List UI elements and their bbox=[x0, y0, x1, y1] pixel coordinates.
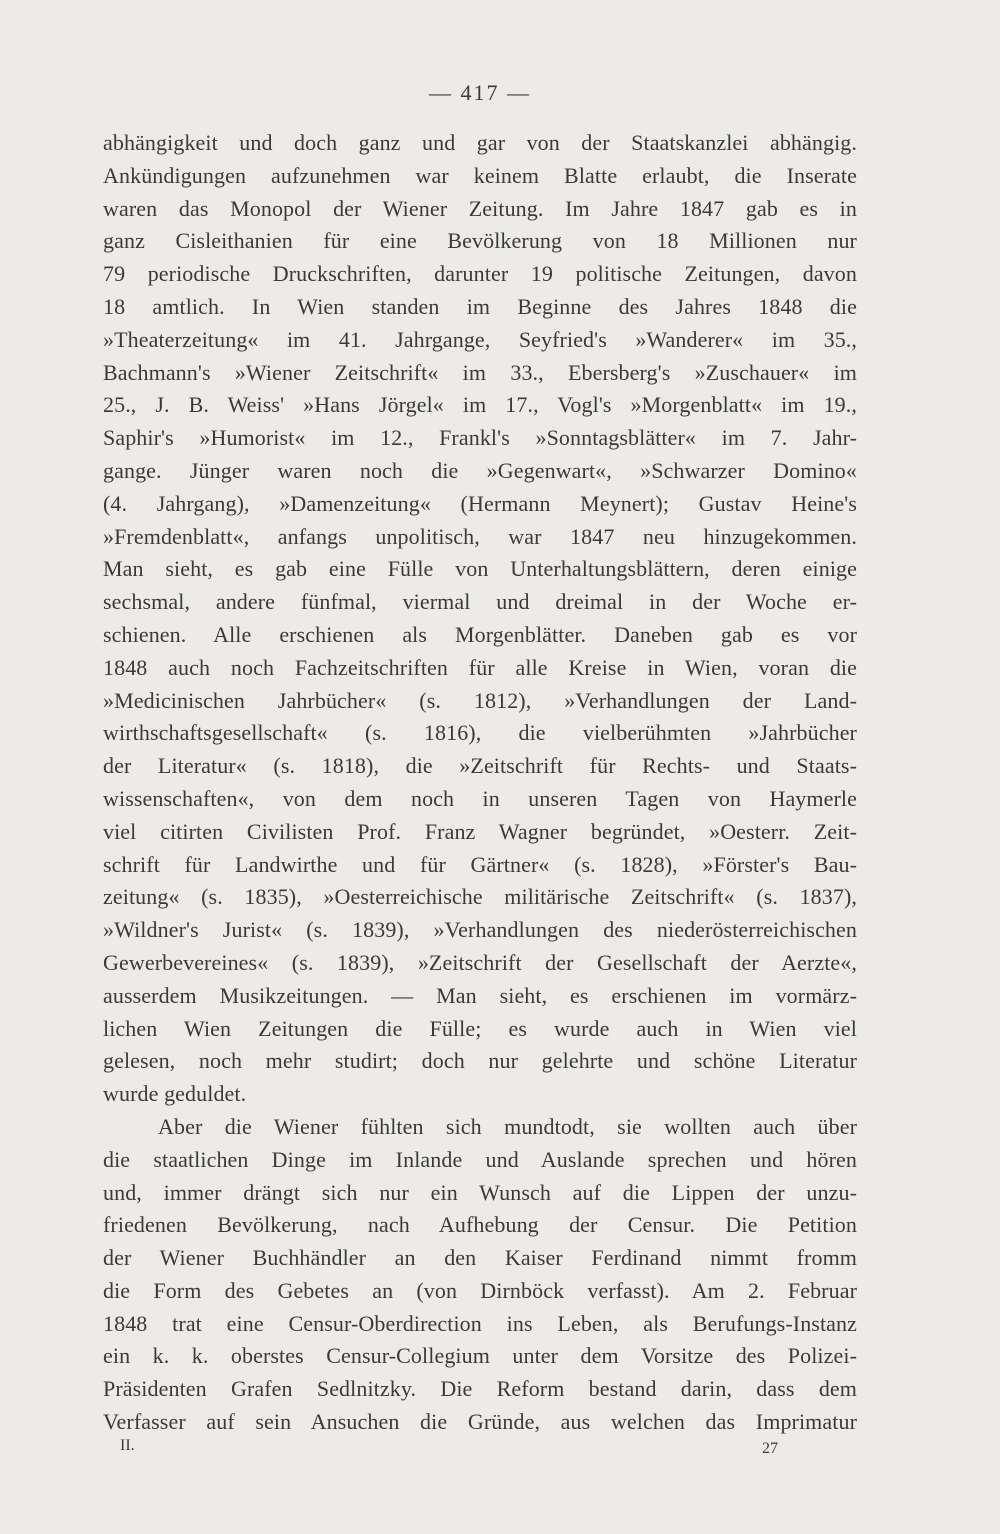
text-line: waren das Monopol der Wiener Zeitung. Im Jahre 1847 gab es in bbox=[103, 195, 857, 221]
signature-mark-left: II. bbox=[120, 1437, 135, 1454]
text-line: schrift für Landwirthe und für Gärtner« (s. 1828), »Förster's Bau- bbox=[103, 851, 857, 877]
text-line: 25., J. B. Weiss' »Hans Jörgel« im 17., Vogl's »Morgenblatt« im 19., bbox=[103, 392, 857, 418]
text-line: gelesen, noch mehr studirt; doch nur gelehrte und schöne Literatur bbox=[103, 1048, 857, 1074]
text-line: wissenschaften«, von dem noch in unseren Tagen von Haymerle bbox=[103, 785, 857, 811]
text-line: der Literatur« (s. 1818), die »Zeitschrift für Rechts- und Staats- bbox=[103, 753, 857, 779]
page-number: — 417 — bbox=[429, 80, 531, 105]
signature-mark-right: 27 bbox=[762, 1440, 778, 1457]
text-line: zeitung« (s. 1835), »Oesterreichische militärische Zeitschrift« (s. 1837), bbox=[103, 884, 857, 910]
text-line: schienen. Alle erschienen als Morgenblätter. Daneben gab es vor bbox=[103, 621, 857, 647]
text-line: die Form des Gebetes an (von Dirnböck verfasst). Am 2. Februar bbox=[103, 1277, 857, 1303]
text-line: friedenen Bevölkerung, nach Aufhebung der Censur. Die Petition bbox=[103, 1212, 857, 1238]
text-line: »Wildner's Jurist« (s. 1839), »Verhandlungen des niederösterreichischen bbox=[103, 917, 857, 943]
text-line: 1848 auch noch Fachzeitschriften für alle Kreise in Wien, voran die bbox=[103, 654, 857, 680]
text-line: Saphir's »Humorist« im 12., Frankl's »Sonntagsblätter« im 7. Jahr- bbox=[103, 425, 857, 451]
text-line: 1848 trat eine Censur-Oberdirection ins Leben, als Berufungs-Instanz bbox=[103, 1310, 857, 1336]
body-text bbox=[103, 127, 857, 1439]
text-line: 79 periodische Druckschriften, darunter 19 politische Zeitungen, davon bbox=[103, 261, 857, 287]
text-line: und, immer drängt sich nur ein Wunsch auf die Lippen der unzu- bbox=[103, 1179, 857, 1205]
text-line: Gewerbevereines« (s. 1839), »Zeitschrift der Gesellschaft der Aerzte«, bbox=[103, 949, 857, 975]
text-line: lichen Wien Zeitungen die Fülle; es wurde auch in Wien viel bbox=[103, 1015, 857, 1041]
text-line: Präsidenten Grafen Sedlnitzky. Die Reform bestand darin, dass dem bbox=[103, 1376, 857, 1402]
text-line: Verfasser auf sein Ansuchen die Gründe, aus welchen das Imprimatur bbox=[103, 1409, 857, 1435]
text-line: »Medicinischen Jahrbücher« (s. 1812), »Verhandlungen der Land- bbox=[103, 687, 857, 713]
text-line: »Theaterzeitung« im 41. Jahrgange, Seyfried's »Wanderer« im 35., bbox=[103, 326, 857, 352]
text-line-paragraph-end: wurde geduldet. bbox=[103, 1081, 247, 1107]
text-line: gange. Jünger waren noch die »Gegenwart«, »Schwarzer Domino« bbox=[103, 457, 857, 483]
text-line: Man sieht, es gab eine Fülle von Unterhaltungsblättern, deren einige bbox=[103, 556, 857, 582]
text-line: (4. Jahrgang), »Damenzeitung« (Hermann Meynert); Gustav Heine's bbox=[103, 490, 857, 516]
text-line: wirthschaftsgesellschaft« (s. 1816), die vielberühmten »Jahrbücher bbox=[103, 720, 857, 746]
text-line: Ankündigungen aufzunehmen war keinem Blatte erlaubt, die Inserate bbox=[103, 162, 857, 188]
text-line: »Fremdenblatt«, anfangs unpolitisch, war 1847 neu hinzugekommen. bbox=[103, 523, 857, 549]
text-line: sechsmal, andere fünfmal, viermal und dreimal in der Woche er- bbox=[103, 589, 857, 615]
text-line: die staatlichen Dinge im Inlande und Auslande sprechen und hören bbox=[103, 1146, 857, 1172]
text-line: abhängigkeit und doch ganz und gar von der Staatskanzlei abhängig. bbox=[103, 130, 857, 155]
text-line: Bachmann's »Wiener Zeitschrift« im 33., Ebersberg's »Zuschauer« im bbox=[103, 359, 857, 385]
text-line-indented: Aber die Wiener fühlten sich mundtodt, sie wollten auch über bbox=[158, 1113, 857, 1139]
text-line: ein k. k. oberstes Censur-Collegium unter dem Vorsitze des Polizei- bbox=[103, 1343, 857, 1369]
text-line: 18 amtlich. In Wien standen im Beginne des Jahres 1848 die bbox=[103, 293, 857, 319]
text-line: viel citirten Civilisten Prof. Franz Wagner begründet, »Oesterr. Zeit- bbox=[103, 818, 857, 844]
text-line: ganz Cisleithanien für eine Bevölkerung von 18 Millionen nur bbox=[103, 228, 857, 254]
text-line: der Wiener Buchhändler an den Kaiser Ferdinand nimmt fromm bbox=[103, 1245, 857, 1271]
text-line: ausserdem Musikzeitungen. — Man sieht, es erschienen im vormärz- bbox=[103, 982, 857, 1008]
